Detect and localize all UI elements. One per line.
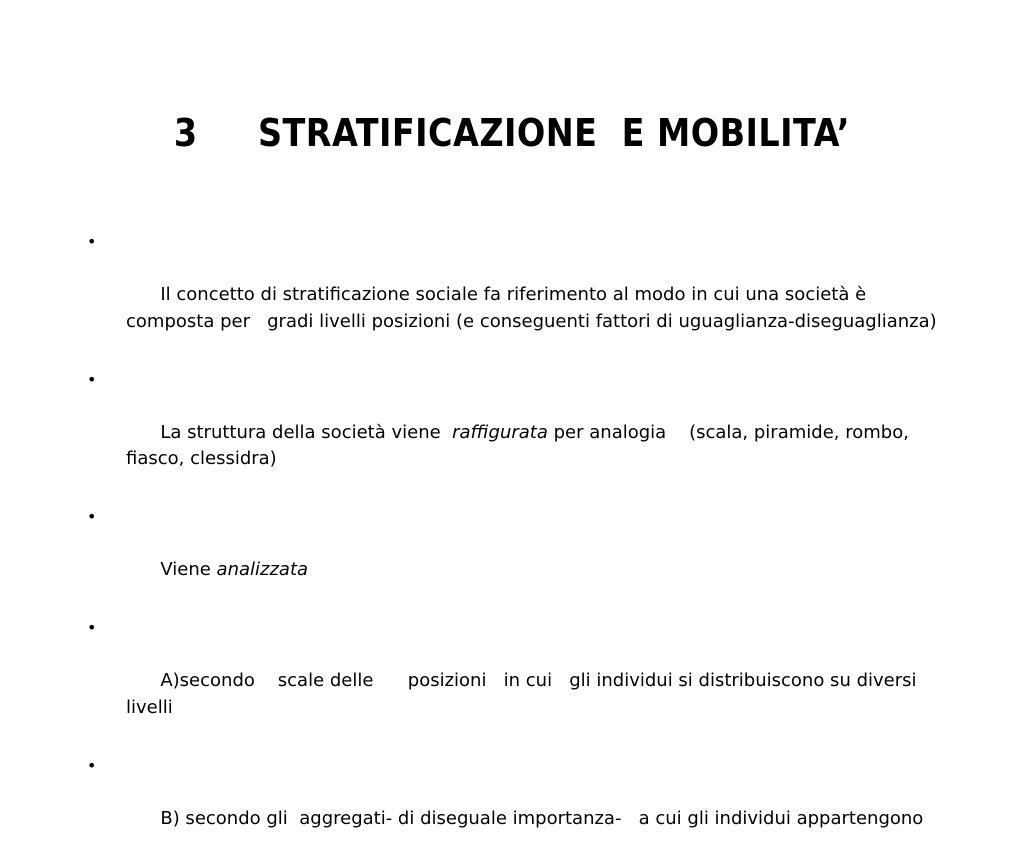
bullet-marker: • — [87, 507, 97, 526]
bullet-text: Il concetto di stratificazione sociale fa riferimento al modo in cui una società è composta per gradi livelli posizioni (e conseguenti fattori di uguaglianza-diseguaglianza) — [126, 284, 937, 332]
bullet-text: B) secondo gli aggregati- di diseguale importanza- a cui gli individui appartengono — [160, 807, 924, 829]
bullet-marker: • — [87, 232, 97, 251]
bullet-marker: • — [87, 618, 97, 637]
bullet-item — [83, 753, 943, 859]
italic-emphasis: raffigurata — [452, 421, 548, 443]
slide-title: 3 STRATIFICAZIONE E MOBILITA’ — [173, 111, 851, 155]
bullet-marker: • — [87, 369, 97, 389]
bullet-list — [83, 229, 943, 864]
bullet-text: A)secondo scale delle posizioni in cui gli individui si distribuiscono su diversi livelli — [126, 670, 928, 718]
bullet-text: La struttura della società viene raffigurata per analogia (scala, piramide, rombo, fiasco, clessidra) — [126, 421, 915, 469]
bullet-item — [83, 615, 943, 748]
bullet-item — [83, 229, 943, 362]
bullet-item — [83, 504, 943, 610]
bullet-item — [83, 367, 943, 500]
bullet-marker: • — [87, 755, 97, 775]
bullet-text: Viene analizzata — [160, 559, 309, 580]
italic-emphasis: analizzata — [216, 559, 309, 580]
